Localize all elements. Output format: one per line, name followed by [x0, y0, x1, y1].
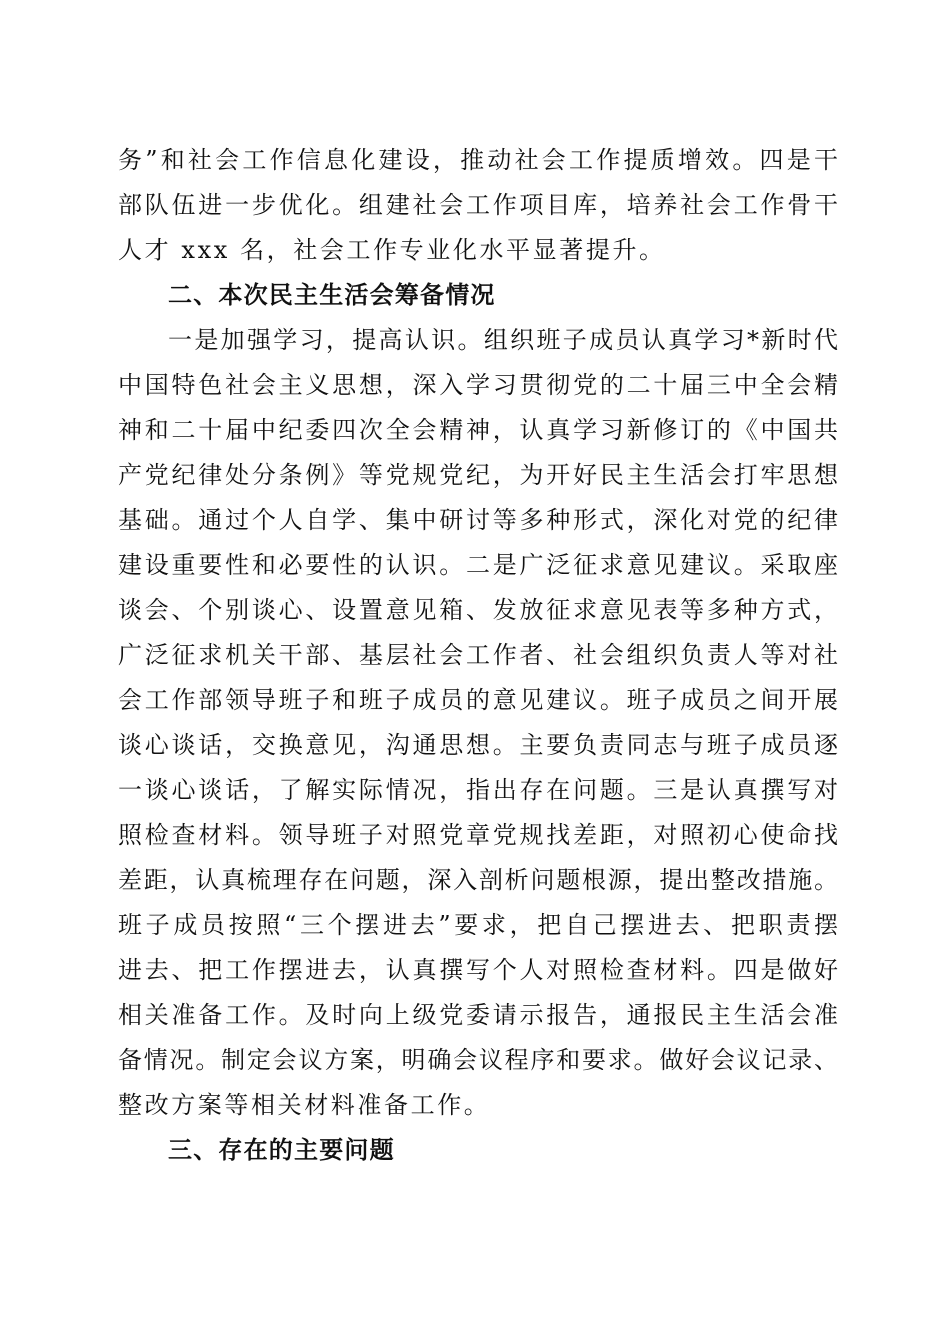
section-heading-3: 三、存在的主要问题 — [168, 1136, 395, 1164]
body-line: 谈会、个别谈心、设置意见箱、发放征求意见表等多种方式， — [118, 596, 838, 624]
body-line: 班子成员按照“三个摆进去”要求，把自己摆进去、把职责摆 — [118, 911, 838, 939]
body-line: 中国特色社会主义思想，深入学习贯彻党的二十届三中全会精 — [118, 371, 838, 399]
body-line: 备情况。制定会议方案，明确会议程序和要求。做好会议记录、 — [118, 1046, 838, 1074]
body-line: 产党纪律处分条例》等党规党纪，为开好民主生活会打牢思想 — [118, 461, 838, 489]
body-line: 会工作部领导班子和班子成员的意见建议。班子成员之间开展 — [118, 686, 838, 714]
body-line: 差距，认真梳理存在问题，深入剖析问题根源，提出整改措施。 — [118, 866, 838, 894]
body-line: 相关准备工作。及时向上级党委请示报告，通报民主生活会准 — [118, 1001, 838, 1029]
body-line: 一谈心谈话，了解实际情况，指出存在问题。三是认真撰写对 — [118, 776, 838, 804]
body-line: 谈心谈话，交换意见，沟通思想。主要负责同志与班子成员逐 — [118, 731, 838, 759]
body-line: 照检查材料。领导班子对照党章党规找差距，对照初心使命找 — [118, 821, 838, 849]
section-heading-2: 二、本次民主生活会筹备情况 — [168, 281, 496, 309]
body-line: 基础。通过个人自学、集中研讨等多种形式，深化对党的纪律 — [118, 506, 838, 534]
body-line: 务”和社会工作信息化建设，推动社会工作提质增效。四是干 — [118, 146, 838, 174]
body-line: 神和二十届中纪委四次全会精神，认真学习新修订的《中国共 — [118, 416, 838, 444]
body-line: 广泛征求机关干部、基层社会工作者、社会组织负责人等对社 — [118, 641, 838, 669]
body-line: 一是加强学习，提高认识。组织班子成员认真学习*新时代 — [168, 326, 838, 354]
body-line: 整改方案等相关材料准备工作。 — [118, 1091, 491, 1119]
body-line: 进去、把工作摆进去，认真撰写个人对照检查材料。四是做好 — [118, 956, 838, 984]
body-line: 部队伍进一步优化。组建社会工作项目库，培养社会工作骨干 — [118, 191, 838, 219]
body-line: 建设重要性和必要性的认识。二是广泛征求意见建议。采取座 — [118, 551, 838, 579]
body-line: 人才 xxx 名，社会工作专业化水平显著提升。 — [118, 236, 666, 264]
